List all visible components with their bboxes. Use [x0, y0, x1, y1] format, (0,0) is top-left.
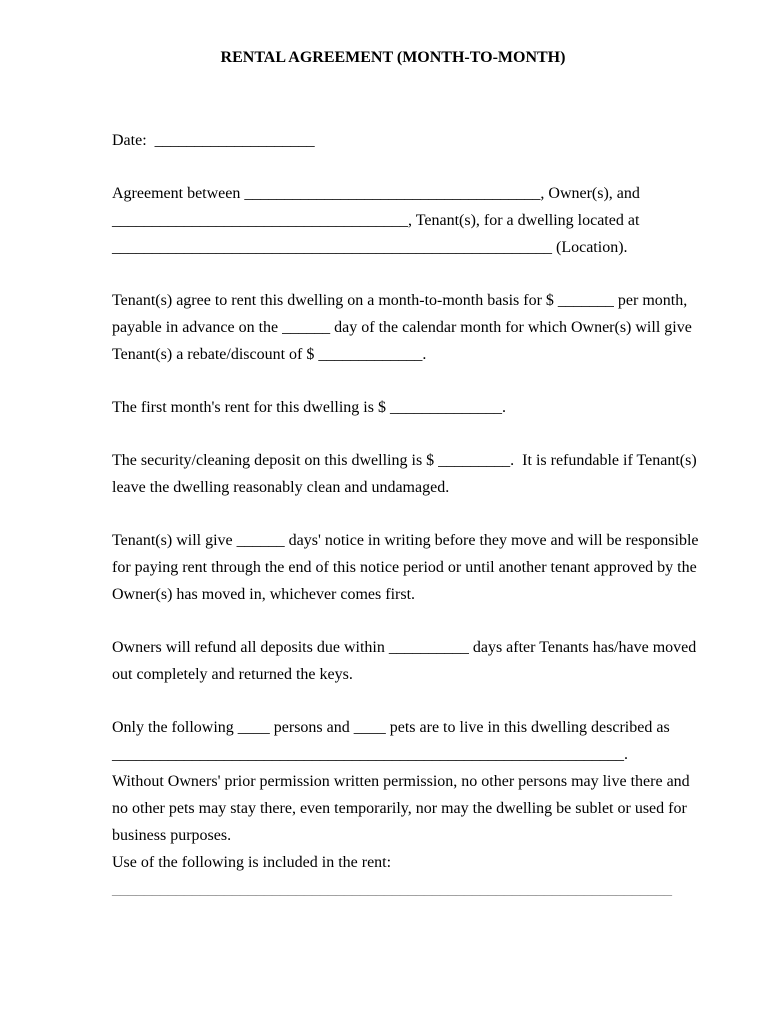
text-line: Date: ____________________	[112, 132, 315, 149]
text-line: Tenant(s) a rebate/discount of $ _____________.	[112, 346, 427, 363]
text-line: business purposes.	[112, 827, 232, 844]
text-line: out completely and returned the keys.	[112, 666, 353, 683]
parties-paragraph	[112, 180, 674, 261]
document-title: RENTAL AGREEMENT (MONTH-TO-MONTH)	[220, 49, 566, 66]
text-line: payable in advance on the ______ day of the calendar month for which Owner(s) will give	[112, 319, 692, 336]
security-deposit-paragraph	[112, 447, 697, 501]
text-line: The first month's rent for this dwelling is $ ______________.	[112, 399, 506, 416]
fill-in-rule: ______________________________________________________________________	[112, 881, 672, 898]
date-line	[112, 127, 674, 154]
occupancy-and-use-paragraph	[112, 714, 690, 903]
text-line: Owners will refund all deposits due within __________ days after Tenants has/have moved	[112, 639, 697, 656]
text-line: _______________________________________________________ (Location).	[112, 239, 628, 256]
text-line: Without Owners' prior permission written permission, no other persons may live there and	[112, 773, 690, 790]
rent-terms-paragraph	[112, 287, 692, 368]
text-line: _____________________________________, Tenant(s), for a dwelling located at	[112, 212, 640, 229]
text-line: Agreement between _____________________________________, Owner(s), and	[112, 185, 640, 202]
text-line: ________________________________________________________________.	[112, 746, 628, 763]
text-line: leave the dwelling reasonably clean and undamaged.	[112, 479, 450, 496]
text-line: Tenant(s) agree to rent this dwelling on a month-to-month basis for $ _______ per month,	[112, 292, 688, 309]
document-body	[112, 127, 699, 903]
deposit-refund-paragraph	[112, 634, 697, 688]
text-line: no other pets may stay there, even temporarily, nor may the dwelling be sublet or used for	[112, 800, 687, 817]
first-month-rent-paragraph	[112, 394, 674, 421]
text-line: Owner(s) has moved in, whichever comes first.	[112, 586, 416, 603]
move-out-notice-paragraph	[112, 527, 699, 608]
text-line: The security/cleaning deposit on this dwelling is $ _________. It is refundable if Tenant(s)	[112, 452, 697, 469]
text-line: Tenant(s) will give ______ days' notice in writing before they move and will be responsible	[112, 532, 699, 549]
text-line: Only the following ____ persons and ____ pets are to live in this dwelling described as	[112, 719, 670, 736]
text-line: for paying rent through the end of this notice period or until another tenant approved by the	[112, 559, 697, 576]
text-line: Use of the following is included in the rent:	[112, 854, 392, 871]
